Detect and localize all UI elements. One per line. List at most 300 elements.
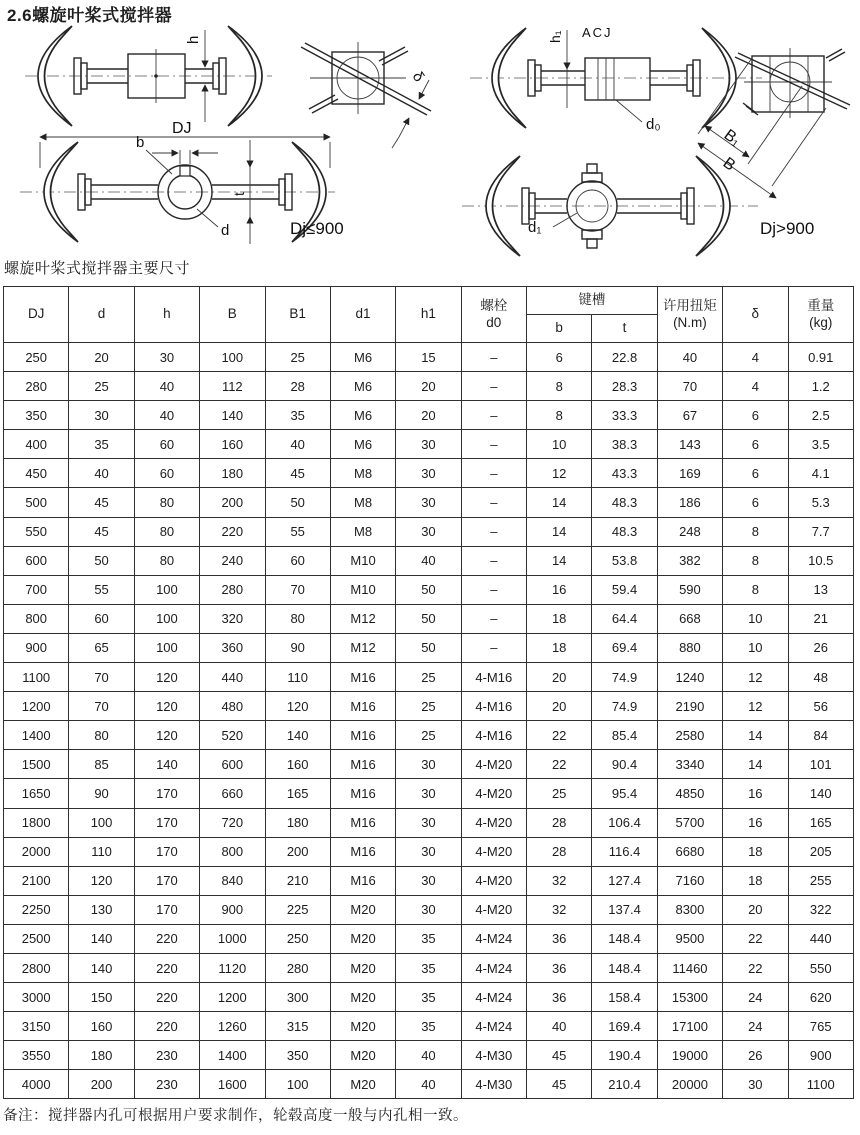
- table-cell: 30: [396, 488, 461, 517]
- table-cell: 248: [657, 517, 722, 546]
- table-cell: 55: [69, 575, 134, 604]
- table-cell: 60: [265, 546, 330, 575]
- col-header-keyway-b: b: [527, 315, 592, 343]
- table-cell: 1400: [4, 721, 69, 750]
- table-cell: 32: [527, 866, 592, 895]
- table-cell: 3000: [4, 983, 69, 1012]
- table-cell: M12: [330, 604, 395, 633]
- table-cell: M12: [330, 633, 395, 662]
- table-cell: 106.4: [592, 808, 657, 837]
- table-cell: 550: [788, 953, 854, 982]
- table-cell: 350: [4, 401, 69, 430]
- table-row: [4, 750, 854, 779]
- table-cell: 48.3: [592, 488, 657, 517]
- table-cell: 143: [657, 430, 722, 459]
- label-d0: d₀: [646, 116, 661, 133]
- table-cell: M6: [330, 430, 395, 459]
- table-cell: 160: [200, 430, 265, 459]
- table-cell: 1260: [200, 1012, 265, 1041]
- table-cell: 6: [723, 401, 788, 430]
- table-cell: 280: [200, 575, 265, 604]
- table-cell: 36: [527, 983, 592, 1012]
- table-cell: –: [461, 575, 526, 604]
- table-cell: 2190: [657, 692, 722, 721]
- table-cell: 80: [265, 604, 330, 633]
- col-header-dj: DJ: [4, 287, 69, 343]
- table-cell: 4-M20: [461, 750, 526, 779]
- table-cell: 35: [265, 401, 330, 430]
- table-cell: 4-M20: [461, 779, 526, 808]
- table-row: [4, 953, 854, 982]
- table-cell: M20: [330, 1012, 395, 1041]
- table-cell: 220: [134, 953, 199, 982]
- table-cell: –: [461, 343, 526, 372]
- table-cell: 1600: [200, 1070, 265, 1099]
- table-cell: 4-M16: [461, 663, 526, 692]
- table-cell: 450: [4, 459, 69, 488]
- table-cell: M20: [330, 924, 395, 953]
- table-cell: 45: [69, 517, 134, 546]
- table-cell: 38.3: [592, 430, 657, 459]
- table-cell: M16: [330, 808, 395, 837]
- table-cell: 14: [527, 546, 592, 575]
- table-cell: 900: [788, 1041, 854, 1070]
- table-cell: 170: [134, 895, 199, 924]
- col-header-torque: 许用扭矩 (N.m): [657, 287, 722, 343]
- table-cell: 40: [657, 343, 722, 372]
- table-row: [4, 924, 854, 953]
- table-cell: 140: [134, 750, 199, 779]
- table-cell: 74.9: [592, 663, 657, 692]
- table-cell: M16: [330, 721, 395, 750]
- table-cell: 2800: [4, 953, 69, 982]
- table-cell: 15300: [657, 983, 722, 1012]
- table-caption: 螺旋叶桨式搅拌器主要尺寸: [4, 260, 191, 277]
- table-cell: 160: [69, 1012, 134, 1041]
- table-cell: 210: [265, 866, 330, 895]
- table-row: [4, 692, 854, 721]
- table-cell: 600: [4, 546, 69, 575]
- table-cell: 190.4: [592, 1041, 657, 1070]
- table-cell: 500: [4, 488, 69, 517]
- table-cell: 110: [69, 837, 134, 866]
- col-header-d: d: [69, 287, 134, 343]
- table-cell: 35: [396, 924, 461, 953]
- table-row: [4, 575, 854, 604]
- table-cell: 26: [723, 1041, 788, 1070]
- table-cell: 2580: [657, 721, 722, 750]
- table-cell: 3340: [657, 750, 722, 779]
- table-cell: M20: [330, 983, 395, 1012]
- table-cell: 30: [396, 808, 461, 837]
- table-cell: 14: [527, 488, 592, 517]
- table-cell: 90.4: [592, 750, 657, 779]
- table-cell: 100: [134, 575, 199, 604]
- label-d: d: [221, 222, 230, 239]
- table-cell: 67: [657, 401, 722, 430]
- table-cell: 205: [788, 837, 854, 866]
- col-header-B1: B1: [265, 287, 330, 343]
- label-dj-dim: DJ: [172, 120, 192, 137]
- page-title: 2.6螺旋叶桨式搅拌器: [7, 6, 173, 25]
- table-cell: 30: [396, 895, 461, 924]
- table-header: [4, 287, 854, 343]
- table-cell: 120: [69, 866, 134, 895]
- table-cell: 4-M20: [461, 837, 526, 866]
- label-d1: d₁: [528, 219, 542, 236]
- col-header-h: h: [134, 287, 199, 343]
- table-row: [4, 866, 854, 895]
- table-row: [4, 779, 854, 808]
- table-cell: 60: [134, 430, 199, 459]
- table-cell: 350: [265, 1041, 330, 1070]
- table-cell: 55: [265, 517, 330, 546]
- table-cell: 22: [527, 721, 592, 750]
- table-cell: 20: [69, 343, 134, 372]
- table-cell: 180: [69, 1041, 134, 1070]
- table-cell: 28: [527, 808, 592, 837]
- table-cell: M6: [330, 372, 395, 401]
- table-cell: 170: [134, 779, 199, 808]
- table-cell: 80: [134, 546, 199, 575]
- table-row: [4, 837, 854, 866]
- table-cell: 4-M16: [461, 721, 526, 750]
- table-cell: 65: [69, 633, 134, 662]
- table-cell: 100: [200, 343, 265, 372]
- table-cell: M10: [330, 546, 395, 575]
- table-cell: 120: [134, 663, 199, 692]
- table-cell: 120: [134, 692, 199, 721]
- table-cell: 50: [396, 633, 461, 662]
- table-cell: 322: [788, 895, 854, 924]
- table-cell: 8: [527, 401, 592, 430]
- figure-plan-view-large: [462, 156, 814, 256]
- table-cell: 116.4: [592, 837, 657, 866]
- table-cell: 40: [396, 1041, 461, 1070]
- table-cell: 225: [265, 895, 330, 924]
- table-cell: 24: [723, 983, 788, 1012]
- col-header-B: B: [200, 287, 265, 343]
- table-cell: 10: [723, 633, 788, 662]
- table-cell: 53.8: [592, 546, 657, 575]
- table-cell: 30: [396, 459, 461, 488]
- table-cell: 100: [134, 604, 199, 633]
- table-cell: 64.4: [592, 604, 657, 633]
- table-row: [4, 604, 854, 633]
- figure-cross-section-small: [301, 42, 431, 148]
- label-acj: ACJ: [582, 25, 613, 40]
- table-cell: –: [461, 488, 526, 517]
- table-cell: M8: [330, 488, 395, 517]
- table-cell: 36: [527, 924, 592, 953]
- table-cell: 140: [200, 401, 265, 430]
- table-cell: 36: [527, 953, 592, 982]
- table-cell: 90: [265, 633, 330, 662]
- table-cell: 28: [527, 837, 592, 866]
- table-cell: 800: [200, 837, 265, 866]
- figure-cross-section-large: [698, 48, 850, 198]
- table-cell: 35: [396, 953, 461, 982]
- table-cell: 880: [657, 633, 722, 662]
- table-cell: 11460: [657, 953, 722, 982]
- table-cell: 50: [69, 546, 134, 575]
- table-cell: M20: [330, 895, 395, 924]
- table-cell: 85: [69, 750, 134, 779]
- table-row: [4, 430, 854, 459]
- table-cell: 50: [396, 575, 461, 604]
- table-cell: 1000: [200, 924, 265, 953]
- table-row: [4, 546, 854, 575]
- table-cell: 45: [527, 1041, 592, 1070]
- table-cell: 4000: [4, 1070, 69, 1099]
- table-cell: 4-M16: [461, 692, 526, 721]
- table-cell: 15: [396, 343, 461, 372]
- table-cell: 4-M20: [461, 808, 526, 837]
- table-cell: 14: [723, 750, 788, 779]
- table-cell: 300: [265, 983, 330, 1012]
- dimensions-table-wrap: [3, 286, 854, 1099]
- table-cell: 14: [527, 517, 592, 546]
- table-cell: 20000: [657, 1070, 722, 1099]
- figure-plan-view-small: [20, 120, 344, 244]
- label-delta: δ: [408, 68, 428, 86]
- table-cell: 6: [723, 488, 788, 517]
- label-b-dim: B: [719, 154, 739, 175]
- table-cell: 1800: [4, 808, 69, 837]
- table-cell: 250: [265, 924, 330, 953]
- table-cell: M20: [330, 953, 395, 982]
- table-cell: 900: [4, 633, 69, 662]
- table-cell: 69.4: [592, 633, 657, 662]
- table-cell: 70: [265, 575, 330, 604]
- table-cell: 440: [788, 924, 854, 953]
- figure-front-view-small: [25, 26, 272, 126]
- table-cell: 7.7: [788, 517, 854, 546]
- table-cell: 4850: [657, 779, 722, 808]
- table-cell: 240: [200, 546, 265, 575]
- table-cell: 32: [527, 895, 592, 924]
- table-cell: 7160: [657, 866, 722, 895]
- table-cell: 9500: [657, 924, 722, 953]
- table-cell: 169: [657, 459, 722, 488]
- table-cell: 600: [200, 750, 265, 779]
- table-cell: 30: [396, 750, 461, 779]
- table-cell: 186: [657, 488, 722, 517]
- table-cell: 10.5: [788, 546, 854, 575]
- col-header-d1: d1: [330, 287, 395, 343]
- table-cell: 18: [527, 604, 592, 633]
- table-cell: 59.4: [592, 575, 657, 604]
- table-cell: –: [461, 372, 526, 401]
- table-row: [4, 721, 854, 750]
- table-cell: 360: [200, 633, 265, 662]
- table-cell: 130: [69, 895, 134, 924]
- table-cell: 22.8: [592, 343, 657, 372]
- table-cell: 280: [4, 372, 69, 401]
- table-cell: 12: [527, 459, 592, 488]
- table-cell: M16: [330, 750, 395, 779]
- table-cell: –: [461, 517, 526, 546]
- table-row: [4, 1041, 854, 1070]
- table-cell: 1650: [4, 779, 69, 808]
- table-cell: 30: [396, 517, 461, 546]
- table-cell: 30: [723, 1070, 788, 1099]
- table-cell: 25: [69, 372, 134, 401]
- label-h1: h₁: [547, 30, 563, 43]
- table-cell: 1100: [788, 1070, 854, 1099]
- table-cell: M16: [330, 779, 395, 808]
- table-cell: 8: [723, 546, 788, 575]
- table-cell: 80: [134, 517, 199, 546]
- table-cell: –: [461, 401, 526, 430]
- table-cell: 60: [134, 459, 199, 488]
- table-cell: 5700: [657, 808, 722, 837]
- table-cell: 6: [723, 430, 788, 459]
- table-cell: 110: [265, 663, 330, 692]
- caption-dj-large: Dj>900: [760, 219, 815, 238]
- table-cell: 480: [200, 692, 265, 721]
- table-cell: 40: [69, 459, 134, 488]
- table-cell: 30: [396, 866, 461, 895]
- table-cell: 230: [134, 1070, 199, 1099]
- table-cell: 40: [265, 430, 330, 459]
- table-cell: 17100: [657, 1012, 722, 1041]
- table-cell: 101: [788, 750, 854, 779]
- table-cell: 720: [200, 808, 265, 837]
- table-cell: 30: [396, 779, 461, 808]
- table-cell: 18: [723, 866, 788, 895]
- table-row: [4, 983, 854, 1012]
- label-t: t: [231, 192, 247, 196]
- table-cell: 5.3: [788, 488, 854, 517]
- table-cell: 127.4: [592, 866, 657, 895]
- table-cell: 840: [200, 866, 265, 895]
- table-cell: 25: [265, 343, 330, 372]
- table-cell: 48: [788, 663, 854, 692]
- table-cell: 140: [69, 924, 134, 953]
- table-cell: 200: [265, 837, 330, 866]
- table-cell: 100: [134, 633, 199, 662]
- table-cell: 315: [265, 1012, 330, 1041]
- table-cell: 160: [265, 750, 330, 779]
- table-cell: 20: [396, 401, 461, 430]
- table-cell: M10: [330, 575, 395, 604]
- table-cell: 43.3: [592, 459, 657, 488]
- table-cell: 25: [527, 779, 592, 808]
- table-cell: 150: [69, 983, 134, 1012]
- table-cell: 120: [265, 692, 330, 721]
- table-row: [4, 633, 854, 662]
- table-cell: 48.3: [592, 517, 657, 546]
- table-cell: 170: [134, 837, 199, 866]
- label-h: h: [185, 35, 202, 44]
- table-cell: 45: [265, 459, 330, 488]
- table-cell: 520: [200, 721, 265, 750]
- table-cell: M16: [330, 866, 395, 895]
- table-cell: 400: [4, 430, 69, 459]
- table-cell: 3.5: [788, 430, 854, 459]
- table-cell: 70: [69, 663, 134, 692]
- table-cell: 74.9: [592, 692, 657, 721]
- table-cell: 28.3: [592, 372, 657, 401]
- table-cell: 1120: [200, 953, 265, 982]
- table-cell: 8: [723, 575, 788, 604]
- table-cell: 165: [788, 808, 854, 837]
- col-header-h1: h1: [396, 287, 461, 343]
- table-cell: 4-M24: [461, 1012, 526, 1041]
- table-cell: 4-M30: [461, 1070, 526, 1099]
- table-cell: 180: [265, 808, 330, 837]
- table-cell: 220: [134, 983, 199, 1012]
- table-cell: 60: [69, 604, 134, 633]
- table-cell: 120: [134, 721, 199, 750]
- table-row: [4, 517, 854, 546]
- table-cell: 4: [723, 343, 788, 372]
- dimensions-table-body: [4, 343, 854, 1099]
- table-cell: 20: [527, 692, 592, 721]
- table-cell: 12: [723, 663, 788, 692]
- table-row: [4, 1012, 854, 1041]
- table-cell: –: [461, 604, 526, 633]
- table-cell: 40: [527, 1012, 592, 1041]
- col-header-bolt: 螺栓 d0: [461, 287, 526, 343]
- table-cell: 8300: [657, 895, 722, 924]
- table-cell: 50: [396, 604, 461, 633]
- table-cell: 0.91: [788, 343, 854, 372]
- table-cell: M8: [330, 459, 395, 488]
- table-cell: 50: [265, 488, 330, 517]
- table-cell: 1200: [4, 692, 69, 721]
- figure-front-view-large: [470, 25, 762, 133]
- table-cell: 220: [134, 1012, 199, 1041]
- table-cell: 3550: [4, 1041, 69, 1070]
- table-cell: 95.4: [592, 779, 657, 808]
- table-cell: 2250: [4, 895, 69, 924]
- table-cell: 1500: [4, 750, 69, 779]
- table-cell: –: [461, 633, 526, 662]
- table-cell: M6: [330, 343, 395, 372]
- table-cell: 382: [657, 546, 722, 575]
- table-cell: 2100: [4, 866, 69, 895]
- table-cell: 3150: [4, 1012, 69, 1041]
- table-cell: 148.4: [592, 924, 657, 953]
- table-cell: 4-M20: [461, 895, 526, 924]
- table-cell: 25: [396, 663, 461, 692]
- table-cell: 169.4: [592, 1012, 657, 1041]
- table-row: [4, 1070, 854, 1099]
- table-cell: –: [461, 546, 526, 575]
- table-cell: 668: [657, 604, 722, 633]
- table-cell: 170: [134, 866, 199, 895]
- table-cell: 85.4: [592, 721, 657, 750]
- table-row: [4, 401, 854, 430]
- table-cell: 440: [200, 663, 265, 692]
- table-cell: –: [461, 430, 526, 459]
- table-cell: M20: [330, 1070, 395, 1099]
- col-header-weight: 重量 (kg): [788, 287, 854, 343]
- table-cell: 35: [396, 983, 461, 1012]
- table-cell: 18: [527, 633, 592, 662]
- table-cell: 620: [788, 983, 854, 1012]
- table-cell: 26: [788, 633, 854, 662]
- table-cell: 22: [723, 953, 788, 982]
- table-cell: 4-M24: [461, 924, 526, 953]
- table-row: [4, 663, 854, 692]
- table-cell: 45: [69, 488, 134, 517]
- table-cell: 70: [69, 692, 134, 721]
- dimensions-table: [3, 286, 854, 1099]
- table-cell: 140: [265, 721, 330, 750]
